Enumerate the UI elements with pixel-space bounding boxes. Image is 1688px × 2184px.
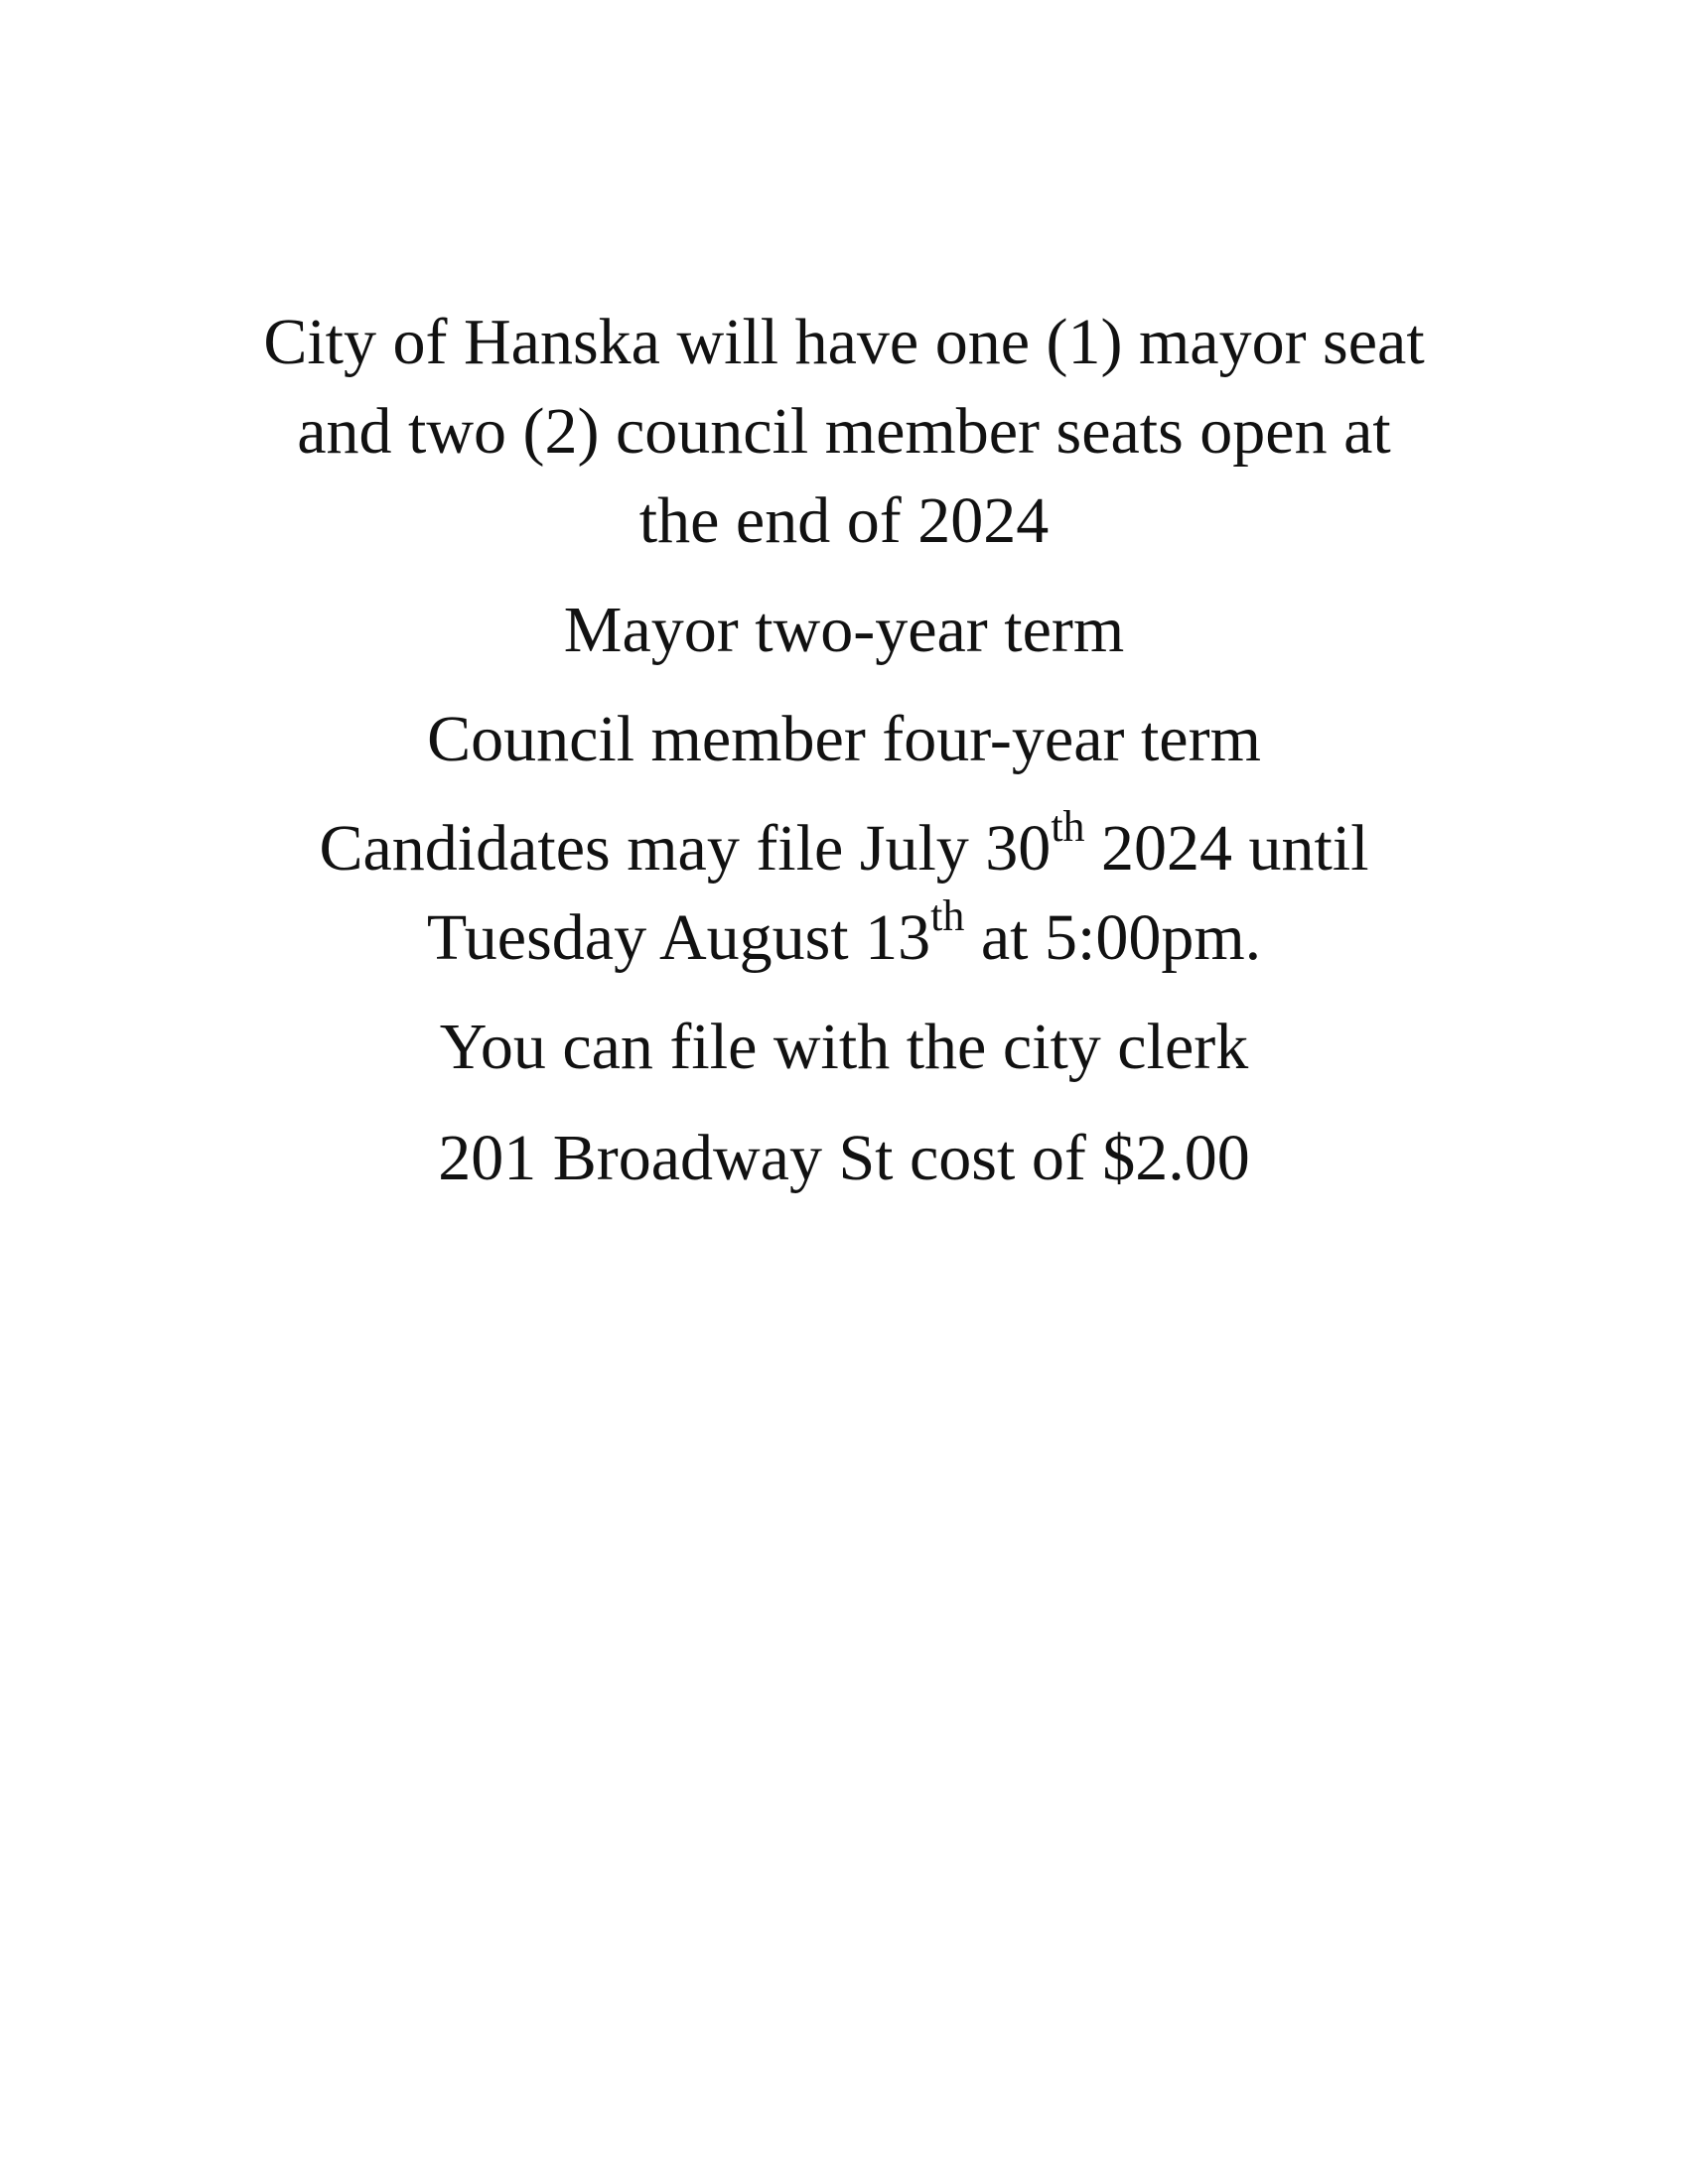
- ordinal-suffix: th: [930, 891, 965, 940]
- intro-line-2: and two (2) council member seats open at: [297, 395, 1391, 468]
- election-notice: [0, 298, 1688, 1203]
- filing-period-line-2: [0, 893, 1688, 983]
- filing-start-year: 2024 until: [1084, 812, 1369, 885]
- address-and-cost: 201 Broadway St cost of $2.00: [438, 1122, 1250, 1194]
- intro-line-3: the end of 2024: [638, 484, 1050, 557]
- filing-end-text: Tuesday August 13: [426, 901, 931, 974]
- mayor-term: Mayor two-year term: [563, 594, 1125, 666]
- filing-period-line-1: [0, 804, 1688, 893]
- intro-line-1: City of Hanska will have one (1) mayor seat: [263, 306, 1425, 378]
- ordinal-suffix: th: [1051, 802, 1085, 851]
- council-term: Council member four-year term: [427, 703, 1261, 775]
- filing-start-text: Candidates may file July 30: [319, 812, 1052, 885]
- filing-end-time: at 5:00pm.: [964, 901, 1262, 974]
- file-with-clerk: You can file with the city clerk: [439, 1011, 1249, 1083]
